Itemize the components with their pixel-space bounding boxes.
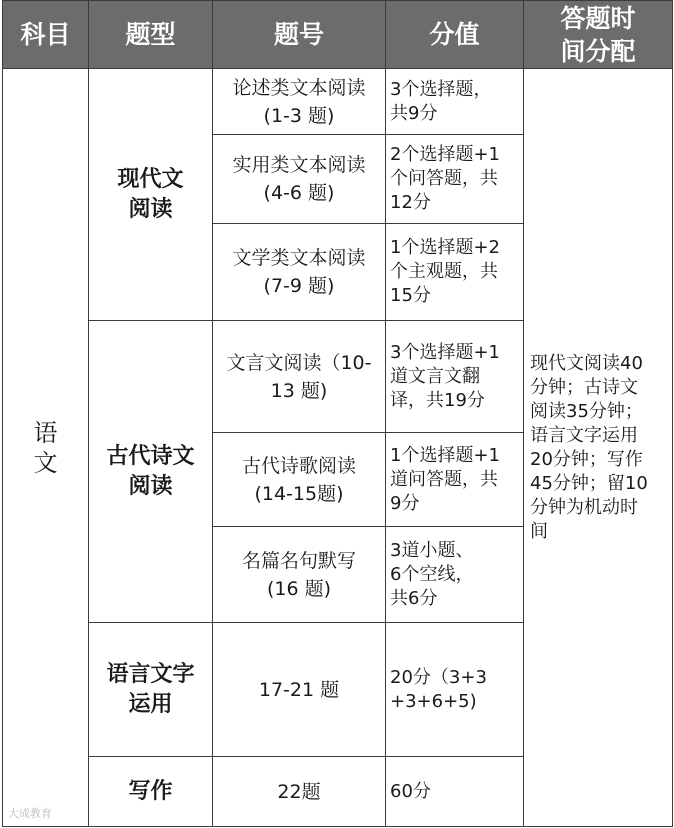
score-cell [386,135,524,224]
item-line: (16 题) [266,577,332,600]
score-line: 3个选择题， [390,78,492,100]
score-cell [386,527,524,623]
time-line: 阅读35分钟； [530,400,643,422]
time-line: 分钟；古诗文 [530,376,638,398]
item-line: 名篇名句默写 [241,549,356,572]
score-cell [386,757,524,827]
score-cell [386,433,524,527]
header-subject: 科目 [3,1,89,69]
item-line: (1-3 题) [263,104,335,127]
exam-structure-table [2,0,673,827]
score-cell [386,224,524,321]
item-line: 文学类文本阅读 [232,247,366,269]
subject-line-2: 文 [33,448,58,477]
time-line: 间 [530,520,548,542]
item-line: (4-6 题) [263,182,335,204]
score-line: 个主观题，共 [390,261,498,282]
score-cell [386,321,524,433]
header-type: 题型 [89,1,213,69]
time-line: 分钟为机动时 [530,496,638,518]
score-line: 译，共19分 [390,389,485,411]
item-cell [213,527,386,623]
time-line: 20分钟；写作 [530,448,643,470]
header-time-line-2: 间分配 [560,36,636,66]
score-line: 9分 [390,492,420,514]
time-line: 语言文字运用 [530,424,638,446]
subject-line-1: 语 [33,418,58,447]
header-time [524,1,673,69]
item-cell [213,623,386,757]
item-cell [213,433,386,527]
type-writing [89,757,213,827]
score-line: 15分 [390,285,431,306]
header-item: 题号 [213,1,386,69]
type-ancient-line-1: 古代诗文 [106,443,195,469]
score-line: 6个空线， [390,563,474,585]
score-line: 1个选择题+2 [390,237,500,258]
watermark-text: 大成教育 [8,807,52,820]
time-line: 现代文阅读40 [530,352,643,374]
subject-cell [3,69,89,827]
header-score: 分值 [386,1,524,69]
type-language-use [89,623,213,757]
score-cell [386,69,524,135]
item-cell [213,69,386,135]
item-line: (7-9 题) [263,275,335,297]
score-line: 12分 [390,192,431,213]
table-header-row [3,1,673,69]
table-row [3,69,673,135]
type-ancient-line-2: 阅读 [128,473,173,499]
item-line: 文言文阅读（10- [226,351,372,374]
type-modern-reading [89,69,213,321]
score-line: 3个选择题+1 [390,341,500,363]
item-line: 论述类文本阅读 [232,76,366,99]
score-line: 道问答题，共 [390,468,498,490]
header-time-line-1: 答题时 [560,3,636,33]
type-language-line-2: 运用 [128,691,173,717]
score-line: 3道小题、 [390,539,474,561]
watermark [8,805,52,821]
item-line: (14-15题) [254,482,344,505]
score-line: 1个选择题+1 [390,444,500,466]
time-line: 45分钟；留10 [530,472,648,494]
time-allocation-cell [524,69,673,827]
score-line: 道文言文翻 [390,365,480,387]
item-cell [213,224,386,321]
score-line: 60分 [390,780,431,802]
item-line: 实用类文本阅读 [232,154,366,176]
type-language-line-1: 语言文字 [106,661,195,687]
item-line: 13 题) [270,379,328,402]
score-cell [386,623,524,757]
score-line: +3+6+5) [390,690,477,712]
item-cell [213,757,386,827]
type-modern-line-2: 阅读 [128,196,173,222]
item-cell [213,135,386,224]
score-line: 共6分 [390,587,438,609]
score-line: 个问答题，共 [390,168,498,189]
score-line: 共9分 [390,102,438,124]
item-line: 17-21 题 [258,678,340,701]
score-line: 20分（3+3 [390,666,487,688]
item-line: 古代诗歌阅读 [241,454,356,477]
type-ancient-reading [89,321,213,623]
item-line: 22题 [277,780,321,803]
item-cell [213,321,386,433]
type-writing-label: 写作 [128,778,173,804]
type-modern-line-1: 现代文 [117,166,184,192]
score-line: 2个选择题+1 [390,144,500,165]
